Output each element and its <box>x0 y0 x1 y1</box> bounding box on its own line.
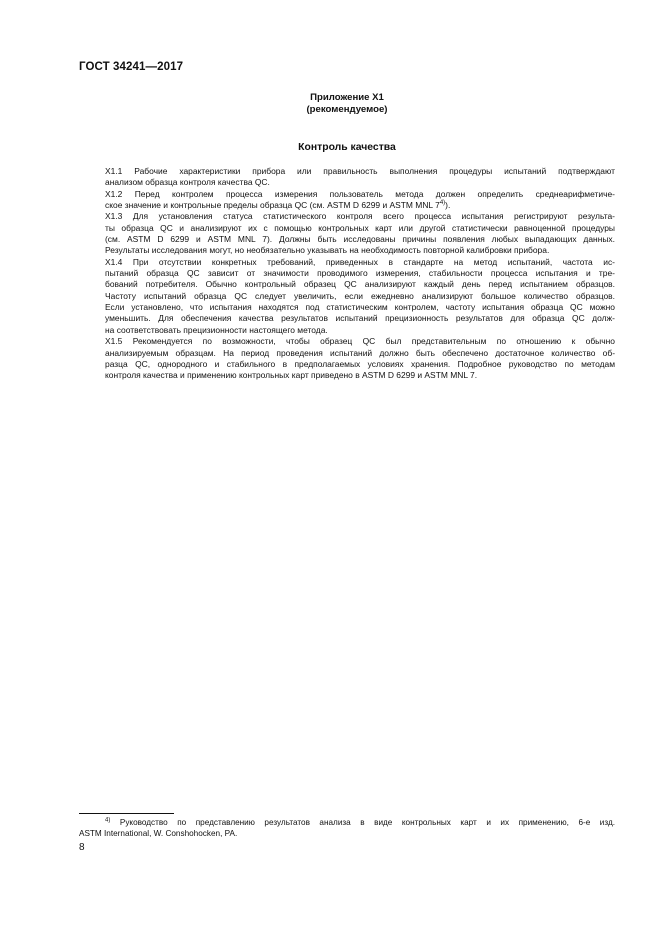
paragraph-x1-2 <box>79 189 615 212</box>
text-fragment: ). <box>445 200 451 211</box>
text-line: ты образца QC и анализируют их с помощью контрольных карт или другой статистически равноценной процедуры <box>105 222 615 233</box>
footnote-reference[interactable]: 4) <box>439 200 446 207</box>
section-title: Контроль качества <box>298 142 396 153</box>
text-line <box>79 200 615 211</box>
footnote-divider <box>79 813 174 814</box>
footnote-line <box>79 817 615 828</box>
text-line: Х1.1 Рабочие характеристики прибора или правильность выполнения процедуры испытаний подтверждают <box>105 166 615 176</box>
text-line: Х1.5 Рекомендуется по возможности, чтобы образец QC был представительным по отношению к обычно <box>105 336 615 347</box>
text-fragment: ское значение и контрольные пределы образца QC (см. ASTM D 6299 и ASTM MNL 7 <box>105 200 440 211</box>
text-line: Результаты исследования могут, но необязательно указывать на необходимость повторной калибровки прибора. <box>105 245 550 256</box>
footnote <box>79 817 615 839</box>
text-line: (см. ASTM D 6299 и ASTM MNL 7). Должны быть исследованы причины появления любых выпадающих данных. <box>105 234 615 245</box>
text-line: разца QC, однородного и стабильного в предполагаемых условиях хранения. Подробное руководство по методам <box>105 358 615 369</box>
footnote-line: ASTM International, W. Conshohocken, PA. <box>79 829 238 838</box>
text-line: пытаний образца QC зависит от значимости проводимого измерения, стабильности процесса испытания и тре- <box>105 268 615 279</box>
body-text <box>79 166 615 382</box>
page-number: 8 <box>79 842 85 853</box>
footnote-text: Руководство по представлению результатов анализа в виде контрольных карт и их применению, 6-е изд. <box>110 818 615 827</box>
text-line: Если установлено, что испытания находятся под статистическим контролем, частоту испытания образца QC можно <box>105 302 615 313</box>
paragraph-x1-4 <box>79 257 615 336</box>
footnote-mark: 4) <box>105 817 111 824</box>
paragraph-x1-5 <box>79 336 615 381</box>
text-line: Х1.3 Для установления статуса статистического контроля всего процесса испытания регистрируют результа- <box>105 211 615 222</box>
text-line: Частоту испытаний образца QC следует увеличить, если ежедневно анализируют большое количество образцов. <box>105 290 615 301</box>
paragraph-x1-3 <box>79 211 615 256</box>
text-line: контроля качества и применению контрольных карт приведено в ASTM D 6299 и ASTM MNL 7. <box>105 370 478 381</box>
annex-title: Приложение Х1 <box>310 92 384 103</box>
text-line: анализом образца контроля качества QC. <box>105 177 270 188</box>
text-line: уменьшить. Для обеспечения качества результатов испытаний прецизионность результатов для образца QC долж- <box>105 313 615 324</box>
text-line: бований потребителя. Обычно контрольный образец QC анализируют каждый день перед испытанием образцов. <box>105 279 615 290</box>
document-code: ГОСТ 34241—2017 <box>79 61 184 73</box>
text-line: Х1.2 Перед контролем процесса измерения пользователь метода должен определить среднеарифметиче- <box>105 188 615 199</box>
text-line: Х1.4 При отсутствии конкретных требований, приведенных в стандарте на метод испытаний, частота ис- <box>105 256 615 267</box>
text-line: анализируемым образцам. На период проведения испытаний должно быть обеспечено достаточное количество об- <box>105 347 615 358</box>
text-line: на соответствовать прецизионности настоящего метода. <box>105 324 328 335</box>
annex-status: (рекомендуемое) <box>306 104 388 115</box>
paragraph-x1-1 <box>79 166 615 189</box>
